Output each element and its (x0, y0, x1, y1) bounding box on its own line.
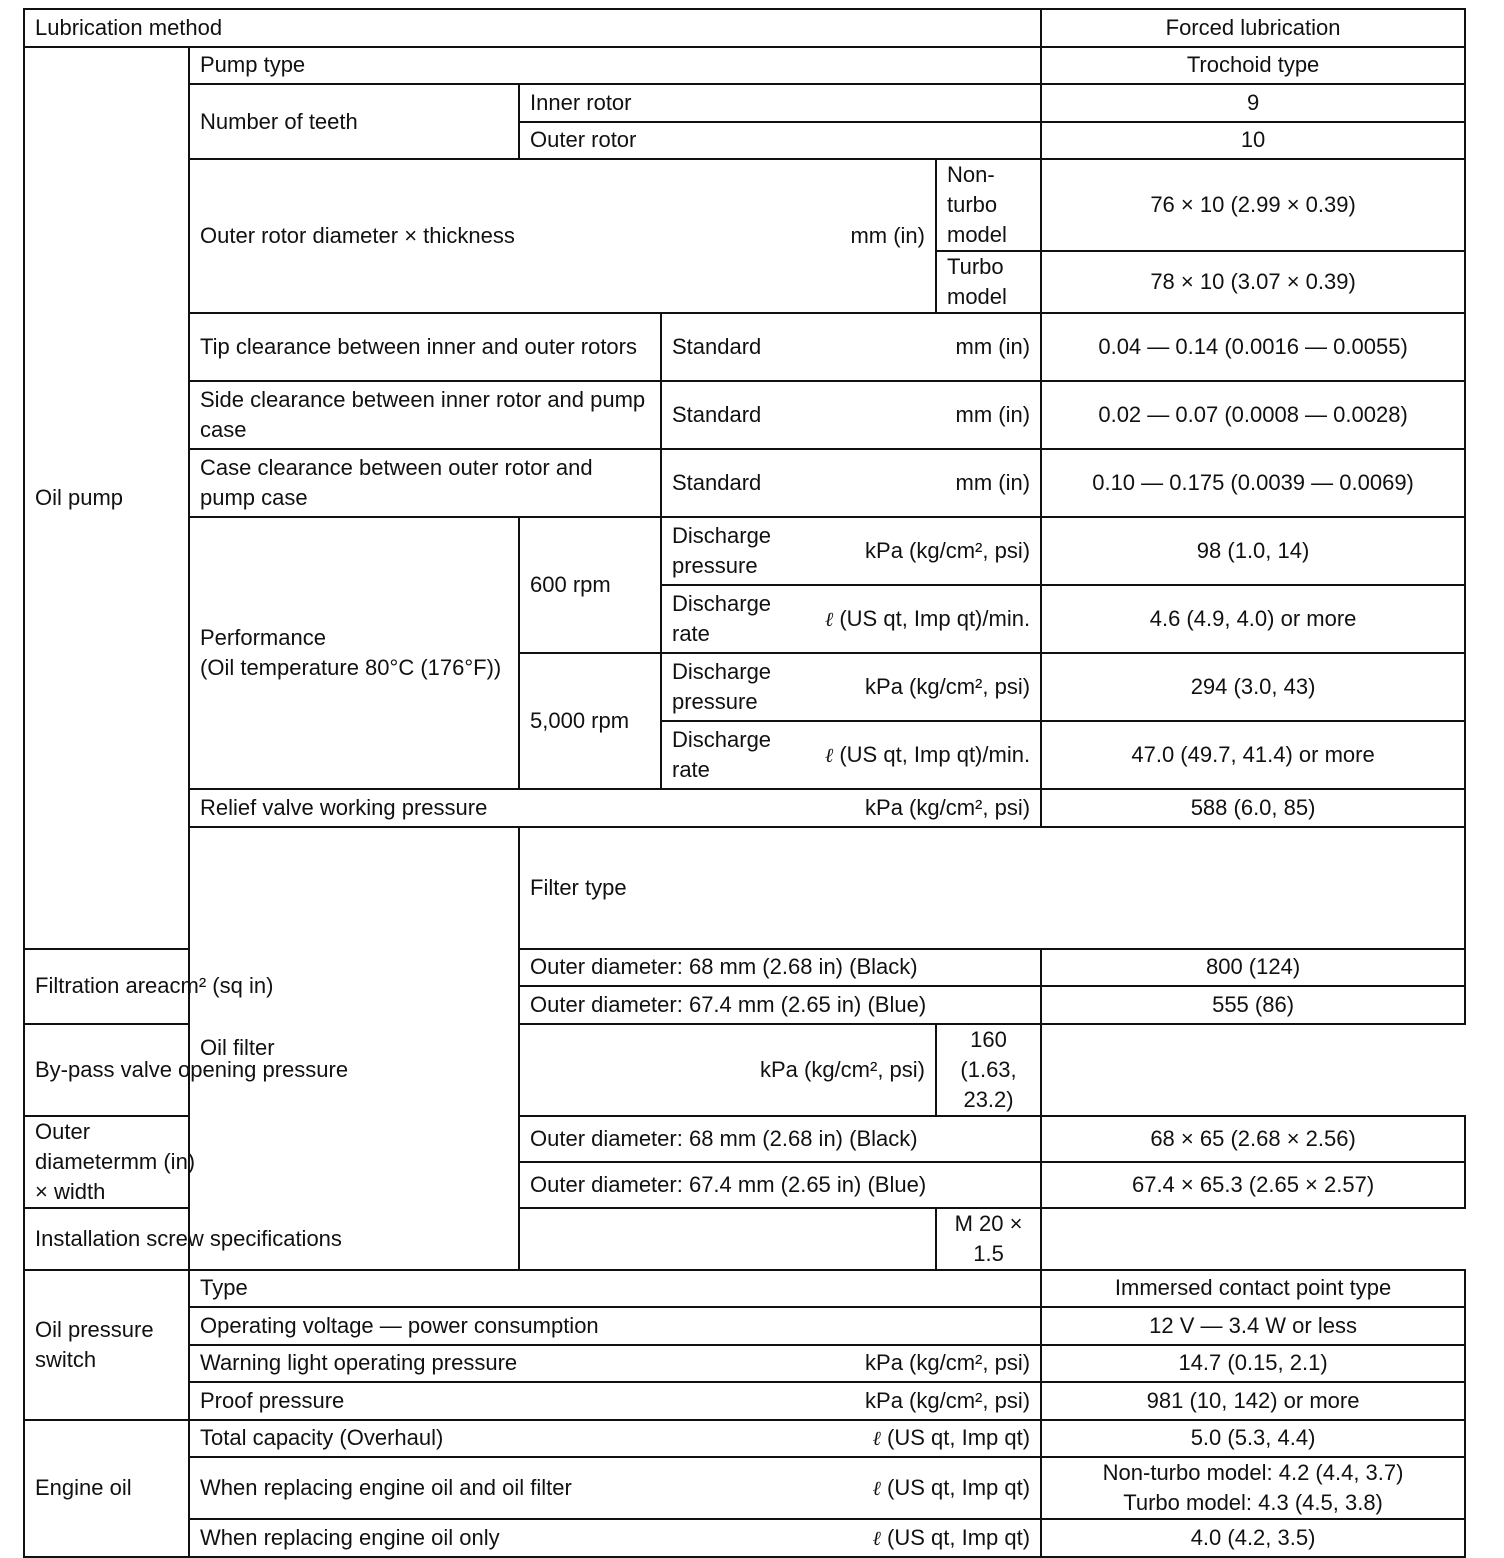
proof-label: Proof pressure (200, 1387, 345, 1413)
unit-label: kPa (kg/cm², psi) (865, 538, 1031, 563)
table-row (24, 1382, 1465, 1420)
pump-type-label: Pump type (189, 47, 1041, 85)
teeth-label: Number of teeth (189, 84, 519, 159)
relief-valve-label: Relief valve working pressure (200, 794, 488, 820)
with-filter-non-turbo: Non-turbo model: 4.2 (4.4, 3.7) (1102, 1460, 1404, 1485)
tip-clearance-std-cell (661, 313, 1041, 381)
outer-rotor-value: 10 (1041, 122, 1465, 160)
unit-label: kPa (kg/cm², psi) (759, 1056, 925, 1082)
turbo-value: 78 × 10 (3.07 × 0.39) (1041, 251, 1465, 313)
rpm-5000-label: 5,000 rpm (519, 653, 661, 789)
unit-label: kPa (kg/cm², psi) (865, 1350, 1031, 1376)
screw-value: M 20 × 1.5 (936, 1208, 1041, 1270)
total-capacity-cell (189, 1420, 1041, 1458)
rpm600-pressure-cell (661, 517, 1041, 585)
outer-rotor-label: Outer rotor (519, 122, 1041, 160)
unit-label: (US qt, Imp qt) (887, 1475, 1031, 1500)
inner-rotor-value: 9 (1041, 84, 1465, 122)
discharge-pressure-label: Discharge pressure (672, 523, 772, 578)
with-filter-cell (189, 1457, 1041, 1519)
size-black-label: Outer diameter: 68 mm (2.68 in) (Black) (519, 1116, 1041, 1162)
filter-size-label: Outer diameter × width (35, 1118, 121, 1204)
lubrication-spec-table (23, 8, 1466, 1558)
tip-clearance-value: 0.04 — 0.14 (0.0016 — 0.0055) (1041, 313, 1465, 381)
warning-cell (189, 1345, 1041, 1383)
section-oil-filter: Oil filter (189, 827, 519, 1270)
table-row (24, 827, 1465, 949)
inner-rotor-label: Inner rotor (519, 84, 1041, 122)
outer-rotor-dim-cell (189, 159, 936, 313)
filter-type-label: Filter type (519, 827, 1465, 949)
with-filter-turbo: Turbo model: 4.3 (4.5, 3.8) (1123, 1490, 1383, 1515)
switch-type-value: Immersed contact point type (1041, 1270, 1465, 1308)
voltage-label: Operating voltage — power consumption (189, 1307, 1041, 1345)
liter-symbol: ℓ (872, 1426, 881, 1451)
size-blue-label: Outer diameter: 67.4 mm (2.65 in) (Blue) (519, 1162, 1041, 1208)
table-row (24, 1345, 1465, 1383)
header-label: Lubrication method (24, 9, 1041, 47)
table-row (24, 1208, 1465, 1270)
table-row (24, 517, 1465, 585)
std-label: Standard (672, 402, 762, 427)
performance-label: Performance (200, 625, 326, 650)
table-row (24, 1519, 1465, 1557)
table-row (24, 1457, 1465, 1519)
rpm-600-label: 600 rpm (519, 517, 661, 653)
table-row (24, 1307, 1465, 1345)
turbo-label: Turbo model (936, 251, 1041, 313)
with-filter-value-cell (1041, 1457, 1465, 1519)
unit-label: (US qt, Imp qt) (887, 1425, 1031, 1451)
bypass-cell (24, 1024, 936, 1116)
with-filter-label: When replacing engine oil and oil filter (200, 1475, 572, 1500)
filtration-black-label: Outer diameter: 68 mm (2.68 in) (Black) (519, 949, 1041, 987)
case-clearance-value: 0.10 — 0.175 (0.0039 — 0.0069) (1041, 449, 1465, 517)
case-clearance-std-cell (661, 449, 1041, 517)
screw-label: Installation screw specifications (24, 1208, 936, 1270)
table-row (24, 449, 1465, 517)
liter-symbol: ℓ (872, 1476, 881, 1500)
non-turbo-value: 76 × 10 (2.99 × 0.39) (1041, 159, 1465, 251)
non-turbo-label: Non-turbo model (936, 159, 1041, 251)
outer-rotor-dim-unit: mm (in) (850, 223, 925, 248)
liter-symbol: ℓ (824, 743, 834, 767)
filtration-blue-label: Outer diameter: 67.4 mm (2.65 in) (Blue) (519, 986, 1041, 1024)
size-black-value: 68 × 65 (2.68 × 2.56) (1041, 1116, 1465, 1162)
table-row (24, 381, 1465, 449)
discharge-rate-label: Discharge rate (672, 591, 772, 646)
filtration-area-label: Filtration area (35, 973, 170, 998)
side-clearance-std-cell (661, 381, 1041, 449)
size-blue-value: 67.4 × 65.3 (2.65 × 2.57) (1041, 1162, 1465, 1208)
unit-label: kPa (kg/cm², psi) (865, 1387, 1031, 1413)
discharge-rate-label: Discharge rate (672, 727, 772, 782)
filtration-black-value: 800 (124) (1041, 949, 1465, 987)
table-row (24, 789, 1465, 827)
rpm5000-rate-value: 47.0 (49.7, 41.4) or more (1041, 721, 1465, 789)
section-oil-pressure-switch: Oil pressure switch (24, 1270, 189, 1420)
unit-label: (US qt, Imp qt)/min. (839, 606, 1031, 631)
rpm5000-pressure-cell (661, 653, 1041, 721)
table-row (24, 84, 1465, 122)
total-capacity-label: Total capacity (Overhaul) (200, 1425, 444, 1451)
section-engine-oil: Engine oil (24, 1420, 189, 1557)
side-clearance-label: Side clearance between inner rotor and pump case (189, 381, 661, 449)
case-clearance-label: Case clearance between outer rotor and pump case (189, 449, 661, 517)
table-row (24, 313, 1465, 381)
header-row (24, 9, 1465, 47)
bypass-label: By-pass valve opening pressure (35, 1056, 349, 1082)
oil-only-label: When replacing engine oil only (200, 1524, 500, 1550)
table-row (24, 159, 1465, 251)
performance-cell (189, 517, 519, 789)
outer-rotor-dim-label: Outer rotor diameter × thickness (200, 223, 515, 248)
std-label: Standard (672, 470, 762, 495)
voltage-value: 12 V — 3.4 W or less (1041, 1307, 1465, 1345)
filtration-area-cell (24, 949, 274, 1024)
unit-label: mm (in) (955, 470, 1031, 495)
side-clearance-value: 0.02 — 0.07 (0.0008 — 0.0028) (1041, 381, 1465, 449)
unit-label: cm² (sq in) (169, 973, 274, 998)
pump-type-value: Trochoid type (1041, 47, 1465, 85)
unit-label: kPa (kg/cm², psi) (865, 794, 1031, 820)
warning-label: Warning light operating pressure (200, 1350, 518, 1376)
total-capacity-value: 5.0 (5.3, 4.4) (1041, 1420, 1465, 1458)
rpm600-pressure-value: 98 (1.0, 14) (1041, 517, 1465, 585)
relief-valve-cell (189, 789, 1041, 827)
unit-label: (US qt, Imp qt) (887, 1524, 1031, 1550)
std-label: Standard (672, 334, 762, 359)
filter-size-cell (24, 1116, 196, 1208)
header-value: Forced lubrication (1041, 9, 1465, 47)
unit-label: mm (in) (955, 334, 1031, 359)
oil-only-cell (189, 1519, 1041, 1557)
rpm600-rate-value: 4.6 (4.9, 4.0) or more (1041, 585, 1465, 653)
rpm5000-pressure-value: 294 (3.0, 43) (1041, 653, 1465, 721)
relief-valve-value: 588 (6.0, 85) (1041, 789, 1465, 827)
unit-label: mm (in) (120, 1148, 196, 1174)
rpm5000-rate-cell (661, 721, 1041, 789)
liter-symbol: ℓ (872, 1525, 881, 1550)
unit-label: mm (in) (955, 402, 1031, 427)
tip-clearance-label: Tip clearance between inner and outer rotors (189, 313, 661, 381)
rpm600-rate-cell (661, 585, 1041, 653)
oil-only-value: 4.0 (4.2, 3.5) (1041, 1519, 1465, 1557)
section-oil-pump: Oil pump (24, 47, 189, 949)
bypass-value: 160 (1.63, 23.2) (936, 1024, 1041, 1116)
unit-label: (US qt, Imp qt)/min. (839, 742, 1031, 767)
filtration-blue-value: 555 (86) (1041, 986, 1465, 1024)
proof-value: 981 (10, 142) or more (1041, 1382, 1465, 1420)
warning-value: 14.7 (0.15, 2.1) (1041, 1345, 1465, 1383)
discharge-pressure-label: Discharge pressure (672, 659, 772, 714)
proof-cell (189, 1382, 1041, 1420)
table-row (24, 1420, 1465, 1458)
unit-label: kPa (kg/cm², psi) (865, 674, 1031, 699)
table-row (24, 47, 1465, 85)
performance-condition: (Oil temperature 80°C (176°F)) (200, 655, 502, 680)
liter-symbol: ℓ (824, 607, 834, 631)
switch-type-label: Type (189, 1270, 1041, 1308)
table-row (24, 1270, 1465, 1308)
